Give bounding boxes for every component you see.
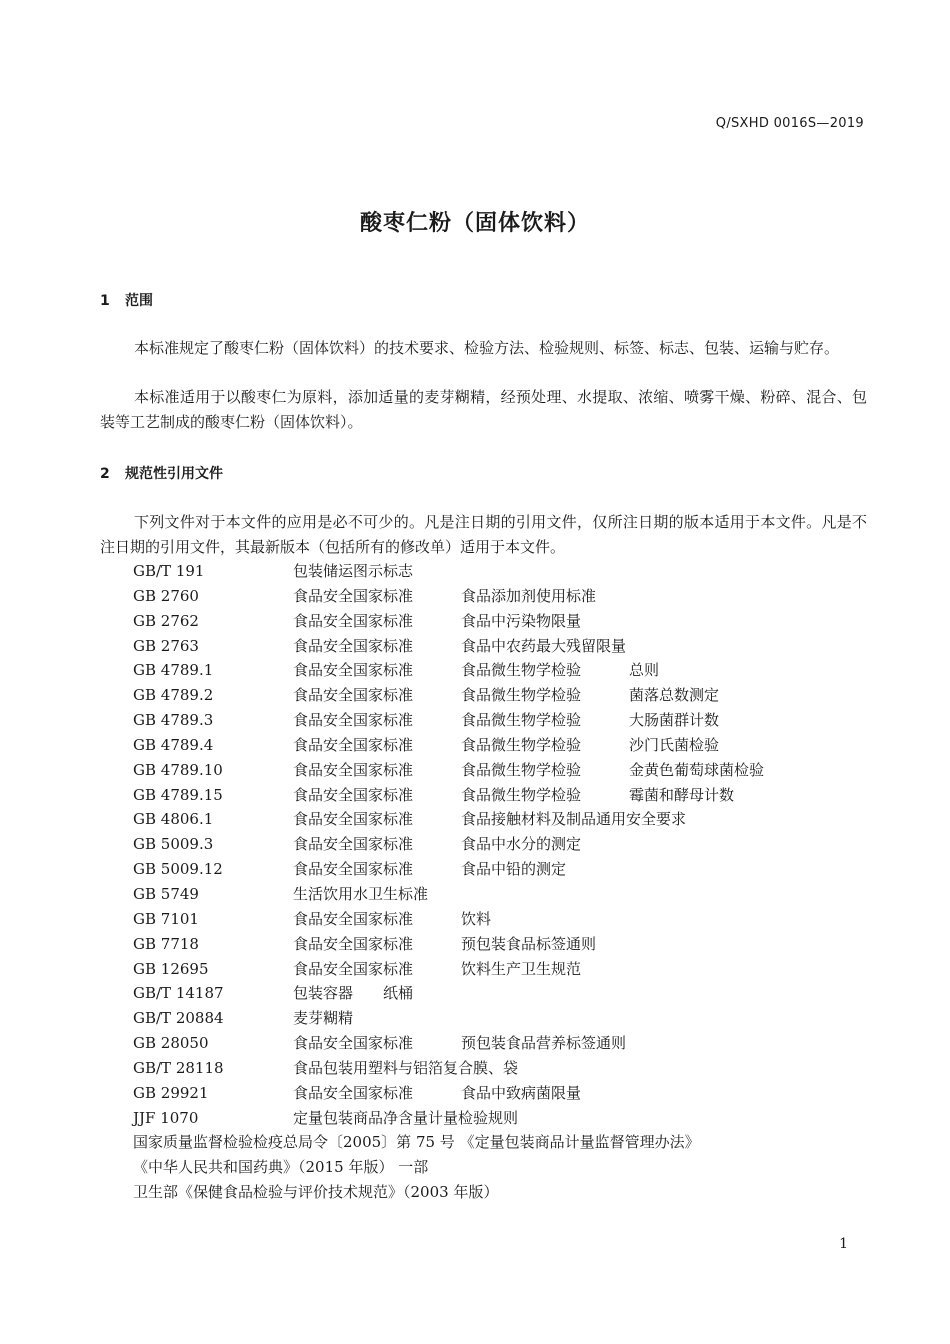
reference-item: GB 5009.3 食品安全国家标准 食品中水分的测定: [133, 835, 582, 854]
reference-item: GB 7101 食品安全国家标准 饮料: [133, 909, 492, 928]
document-title: 酸枣仁粉（固体饮料）: [359, 211, 590, 236]
reference-item: GB 4806.1 食品安全国家标准 食品接触材料及制品通用安全要求: [133, 810, 687, 829]
reference-item: GB 4789.3 食品安全国家标准 食品微生物学检验 大肠菌群计数: [133, 711, 720, 730]
reference-item: GB 4789.15 食品安全国家标准 食品微生物学检验 霉菌和酵母计数: [133, 785, 735, 804]
reference-item: GB 5009.12 食品安全国家标准 食品中铅的测定: [133, 860, 567, 879]
reference-item: GB 12695 食品安全国家标准 饮料生产卫生规范: [133, 959, 582, 978]
section-number: 2: [100, 466, 110, 482]
section-title: 规范性引用文件: [125, 466, 223, 482]
page-number: 1: [839, 1236, 848, 1252]
reference-item: GB 28050 食品安全国家标准 预包装食品营养标签通则: [133, 1034, 627, 1053]
section-1-paragraph-2: 本标准适用于以酸枣仁为原料，添加适量的麦芽糊精，经预处理、水提取、浓缩、喷雾干燥、粉碎、混合、包装等工艺制成的酸枣仁粉（固体饮料）。: [100, 388, 867, 431]
reference-item: GB/T 191 包装储运图示标志: [133, 562, 414, 580]
reference-item: GB/T 20884 麦芽糊精: [133, 1009, 354, 1028]
reference-list: [133, 559, 873, 1205]
reference-item: GB 29921 食品安全国家标准 食品中致病菌限量: [133, 1083, 582, 1102]
other-reference-item: 国家质量监督检验检疫总局令〔2005〕第 75 号 《定量包装商品计量监督管理办法》: [133, 1133, 700, 1152]
document-code: Q/SXHD 0016S—2019: [715, 116, 864, 131]
reference-item: GB 2763 食品安全国家标准 食品中农药最大残留限量: [133, 636, 627, 655]
section-title: 范围: [125, 293, 153, 309]
reference-item: GB 4789.10 食品安全国家标准 食品微生物学检验 金黄色葡萄球菌检验: [133, 760, 765, 779]
reference-item: GB 4789.1 食品安全国家标准 食品微生物学检验 总则: [133, 661, 660, 680]
section-1-paragraph-1: 本标准规定了酸枣仁粉（固体饮料）的技术要求、检验方法、检验规则、标签、标志、包装、运输与贮存。: [134, 339, 840, 357]
reference-item: GB 5749 生活饮用水卫生标准: [133, 884, 429, 903]
reference-item: GB 2762 食品安全国家标准 食品中污染物限量: [133, 611, 582, 630]
section-2-paragraph-1: 下列文件对于本文件的应用是必不可少的。凡是注日期的引用文件，仅所注日期的版本适用于本文件。凡是不注日期的引用文件，其最新版本（包括所有的修改单）适用于本文件。: [100, 513, 867, 556]
reference-item: JJF 1070 定量包装商品净含量计量检验规则: [133, 1108, 519, 1127]
section-number: 1: [100, 293, 110, 309]
other-reference-item: 卫生部《保健食品检验与评价技术规范》（2003 年版）: [133, 1183, 499, 1202]
section-2-heading: [100, 463, 223, 483]
reference-item: GB/T 14187 包装容器 纸桶: [133, 984, 414, 1003]
reference-item: GB 2760 食品安全国家标准 食品添加剂使用标准: [133, 586, 597, 605]
reference-item: GB 4789.2 食品安全国家标准 食品微生物学检验 菌落总数测定: [133, 686, 720, 705]
reference-item: GB 7718 食品安全国家标准 预包装食品标签通则: [133, 934, 597, 953]
other-reference-item: 《中华人民共和国药典》（2015 年版） 一部: [133, 1158, 429, 1177]
reference-item: GB 4789.4 食品安全国家标准 食品微生物学检验 沙门氏菌检验: [133, 735, 720, 754]
section-1-heading: [100, 290, 153, 310]
reference-item: GB/T 28118 食品包装用塑料与铝箔复合膜、袋: [133, 1058, 519, 1077]
